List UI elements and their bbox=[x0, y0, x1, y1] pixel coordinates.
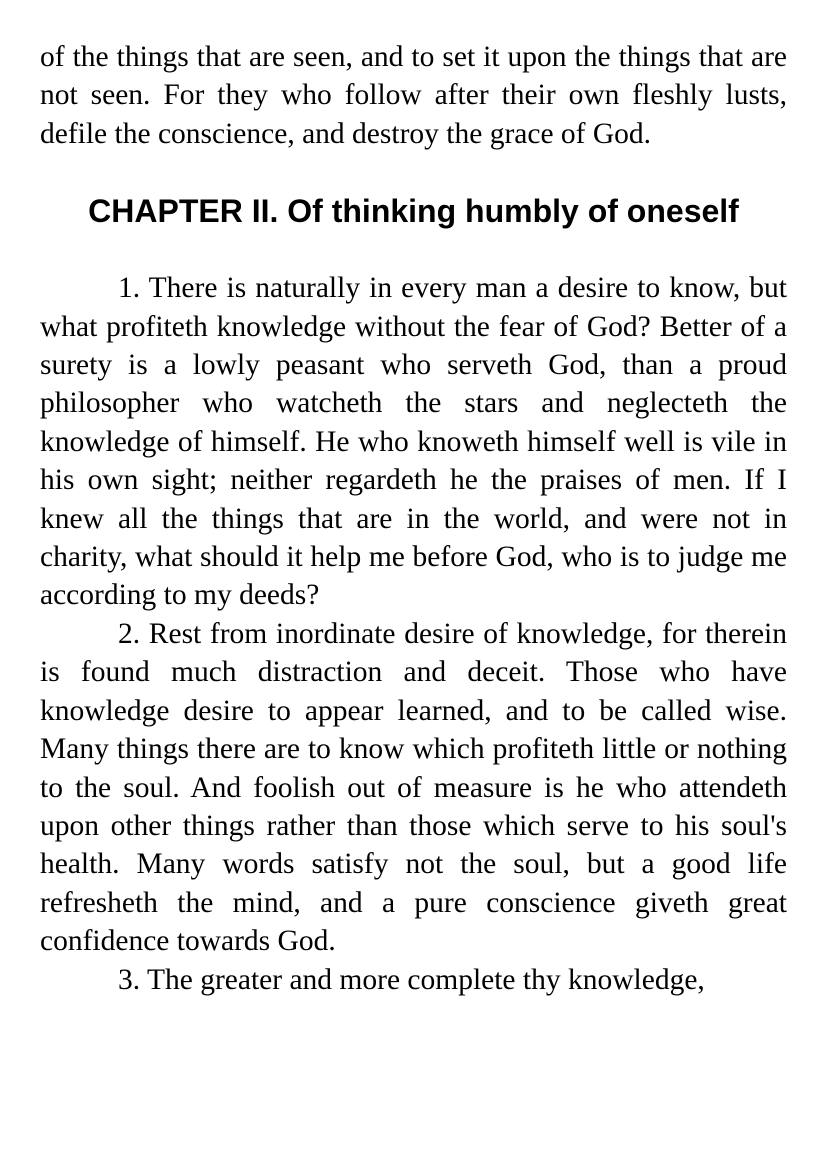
paragraph-2: 2. Rest from inordinate desire of knowledge, for therein is found much distraction and deceit. Those who have knowledge desire to appear learned, and to be called wise. Many things there are to know which profiteth little or nothing to the soul. And foolish out of measure is he who attendeth upon other things rather than those which serve to his soul's health. Many words satisfy not the soul, but a good life refresheth the mind, and a pure conscience giveth great confidence towards God. bbox=[40, 617, 787, 958]
chapter-title: CHAPTER II. Of thinking humbly of oneself bbox=[88, 193, 739, 230]
intro-paragraph: of the things that are seen, and to set it upon the things that are not seen. For they who follow after their own fleshly lusts, defile the conscience, and destroy the grace of God. bbox=[40, 41, 787, 150]
document-page bbox=[40, 38, 787, 999]
paragraph-1: 1. There is naturally in every man a desire to know, but what profiteth knowledge without the fear of God? Better of a surety is a lowly peasant who serveth God, than a proud philosopher who watcheth the stars and neglecteth the knowledge of himself. He who knoweth himself well is vile in his own sight; neither regardeth he the praises of men. If I knew all the things that are in the world, and were not in charity, what should it help me before God, who is to judge me according to my deeds? bbox=[40, 272, 787, 612]
paragraph-3: 3. The greater and more complete thy knowledge, bbox=[118, 963, 705, 996]
